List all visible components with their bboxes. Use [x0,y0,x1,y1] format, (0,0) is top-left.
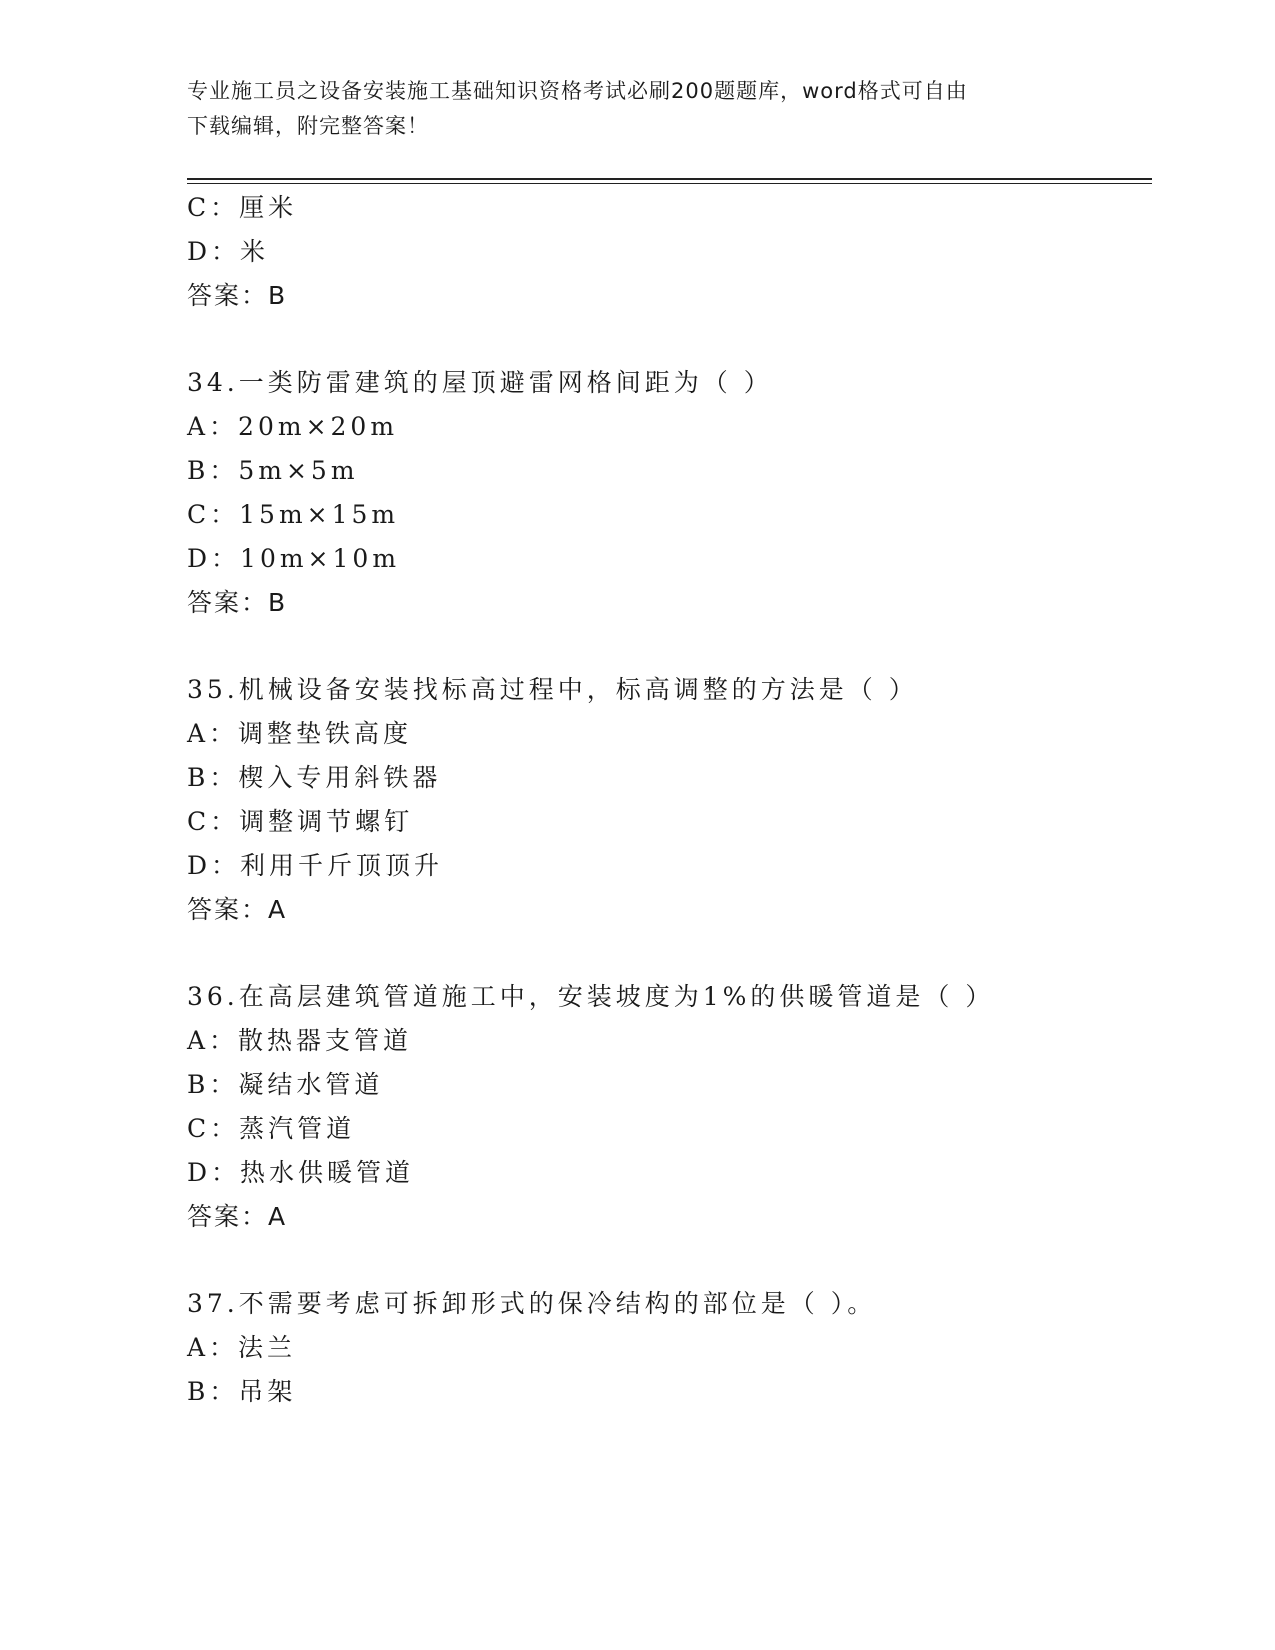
option-c: C：15m×15m [187,500,400,529]
question-stem: 36.在高层建筑管道施工中，安装坡度为1%的供暖管道是（ ） [187,982,995,1011]
answer: 答案：A [187,1202,288,1231]
answer: 答案：B [187,588,288,617]
option-b: B：吊架 [187,1377,297,1406]
header-divider-thin [187,183,1152,184]
option-d: D：利用千斤顶顶升 [187,851,444,880]
option-b: B：凝结水管道 [187,1070,384,1099]
question-stem: 37.不需要考虑可拆卸形式的保冷结构的部位是（ ）。 [187,1289,877,1318]
header-title-line-1: 专业施工员之设备安装施工基础知识资格考试必刷200题题库，word格式可自由 [187,79,968,103]
answer: 答案：A [187,895,288,924]
option-a: A：散热器支管道 [187,1026,413,1055]
option-c: C：厘米 [187,193,298,222]
header-divider [187,178,1152,180]
option-c: C：蒸汽管道 [187,1114,356,1143]
question-stem: 35.机械设备安装找标高过程中，标高调整的方法是（ ） [187,675,918,704]
option-b: B：楔入专用斜铁器 [187,763,442,792]
answer: 答案：B [187,281,288,310]
option-a: A：20m×20m [187,412,399,441]
option-a: A：法兰 [187,1333,297,1362]
question-stem: 34.一类防雷建筑的屋顶避雷网格间距为（ ） [187,368,773,397]
option-a: A：调整垫铁高度 [187,719,413,748]
option-d: D：10m×10m [187,544,401,573]
option-b: B：5m×5m [187,456,359,485]
option-c: C：调整调节螺钉 [187,807,414,836]
option-d: D：热水供暖管道 [187,1158,415,1187]
document-header [187,74,1067,144]
option-d: D：米 [187,237,270,266]
header-title-line-2: 下载编辑，附完整答案！ [187,114,429,138]
